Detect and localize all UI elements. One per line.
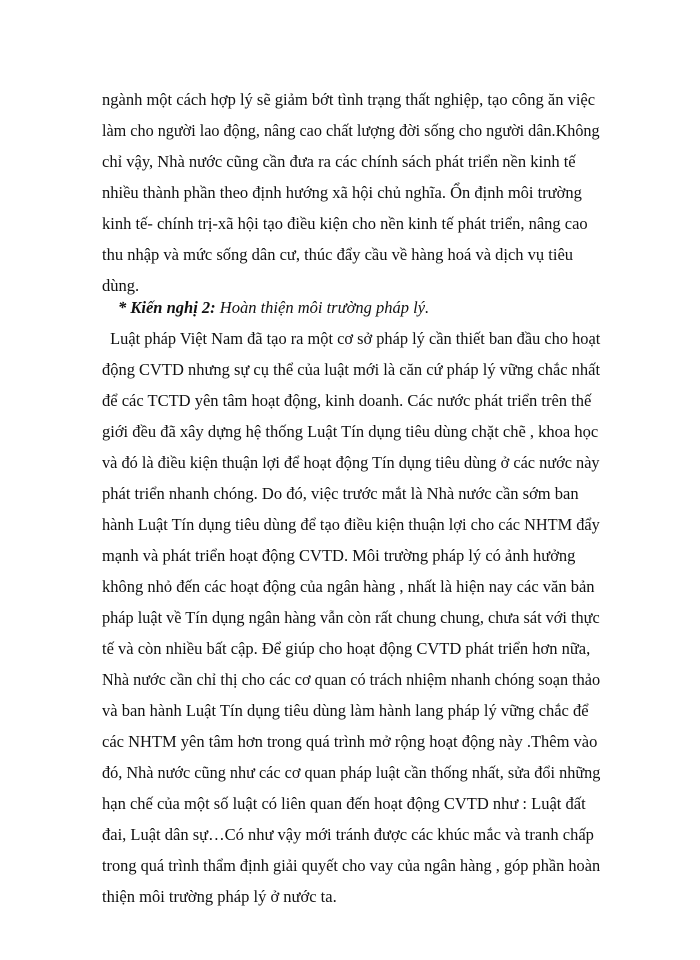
paragraph-2-line: thiện môi trường pháp lý ở nước ta. xyxy=(102,887,337,906)
paragraph-1-line: nhiều thành phần theo định hướng xã hội chủ nghĩa. Ổn định môi trường xyxy=(102,183,582,202)
paragraph-1-line: làm cho người lao động, nâng cao chất lượng đời sống cho người dân.Không xyxy=(102,121,600,140)
heading-label: * Kiến nghị 2 xyxy=(118,298,211,317)
paragraph-2-line: đai, Luật dân sự…Có như vậy mới tránh được các khúc mắc và tranh chấp xyxy=(102,825,594,844)
paragraph-2-line: phát triển nhanh chóng. Do đó, việc trước mắt là Nhà nước cần sớm ban xyxy=(102,484,579,503)
paragraph-1-line: dùng. xyxy=(102,276,140,295)
paragraph-2-line: hành Luật Tín dụng tiêu dùng để tạo điều kiện thuận lợi cho các NHTM đẩy xyxy=(102,515,600,534)
paragraph-2-line: động CVTD nhưng sự cụ thể của luật mới là căn cứ pháp lý vững chắc nhất xyxy=(102,360,601,379)
paragraph-2-line: đó, Nhà nước cũng như các cơ quan pháp luật cần thống nhất, sửa đổi những xyxy=(102,763,601,782)
paragraph-1-line: chỉ vậy, Nhà nước cũng cần đưa ra các chính sách phát triển nền kinh tế xyxy=(102,152,576,171)
heading-separator: : xyxy=(210,298,216,317)
heading-text: Hoàn thiện môi trường pháp lý. xyxy=(215,298,430,317)
paragraph-2-line: các NHTM yên tâm hơn trong quá trình mở rộng hoạt động này .Thêm vào xyxy=(102,732,598,751)
paragraph-2-line: và đó là điều kiện thuận lợi để hoạt động Tín dụng tiêu dùng ở các nước này xyxy=(102,453,600,472)
paragraph-2-line: tế và còn nhiều bất cập. Để giúp cho hoạt động CVTD phát triển hơn nữa, xyxy=(102,639,591,658)
paragraph-2-line: không nhỏ đến các hoạt động của ngân hàng , nhất là hiện nay các văn bản xyxy=(102,577,595,596)
paragraph-1-line: kinh tế- chính trị-xã hội tạo điều kiện cho nền kinh tế phát triển, nâng cao xyxy=(102,214,588,233)
paragraph-2-line: hạn chế của một số luật có liên quan đến hoạt động CVTD như : Luật đất xyxy=(102,794,586,813)
paragraph-2-line: trong quá trình thẩm định giải quyết cho vay của ngân hàng , góp phần hoàn xyxy=(102,856,601,875)
paragraph-1-line: ngành một cách hợp lý sẽ giảm bớt tình trạng thất nghiệp, tạo công ăn việc xyxy=(102,90,596,109)
paragraph-2-line: pháp luật về Tín dụng ngân hàng vẫn còn rất chung chung, chưa sát với thực xyxy=(102,608,600,627)
paragraph-2-line: để các TCTD yên tâm hoạt động, kinh doanh. Các nước phát triển trên thế xyxy=(102,391,592,410)
paragraph-2-line: mạnh và phát triển hoạt động CVTD. Môi trường pháp lý có ảnh hưởng xyxy=(102,546,576,565)
paragraph-2-line: và ban hành Luật Tín dụng tiêu dùng làm hành lang pháp lý vững chắc để xyxy=(102,701,589,720)
paragraph-2-line: Nhà nước cần chỉ thị cho các cơ quan có trách nhiệm nhanh chóng soạn thảo xyxy=(102,670,601,689)
paragraph-2-line: giới đều đã xây dựng hệ thống Luật Tín dụng tiêu dùng chặt chẽ , khoa học xyxy=(102,422,599,441)
paragraph-2-line: Luật pháp Việt Nam đã tạo ra một cơ sở pháp lý cần thiết ban đầu cho hoạt xyxy=(102,329,601,348)
paragraph-1-line: thu nhập và mức sống dân cư, thúc đẩy cầu về hàng hoá và dịch vụ tiêu xyxy=(102,245,574,264)
section-heading xyxy=(118,298,429,318)
